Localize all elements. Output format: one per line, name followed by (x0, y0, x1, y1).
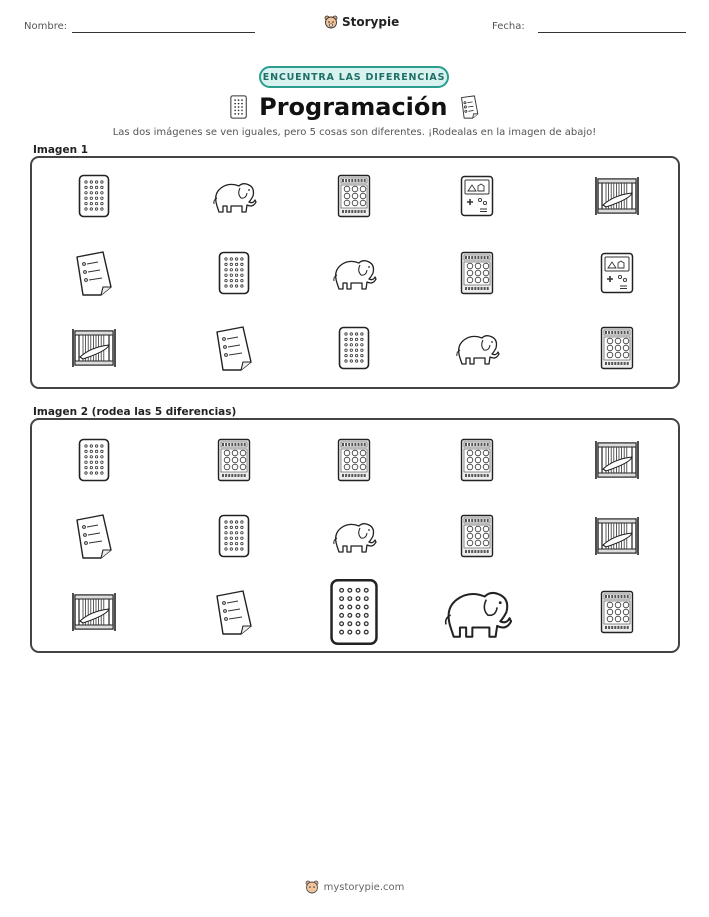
pegboard-icon (218, 251, 250, 295)
footer-site: mystorypie.com (323, 881, 405, 893)
checklist-icon (73, 249, 115, 297)
keypad-icon (460, 251, 494, 295)
image1-panel (30, 156, 680, 389)
title-row (230, 90, 480, 124)
bear-icon (324, 15, 338, 29)
checklist-icon (459, 93, 480, 121)
loom-icon (594, 175, 640, 217)
keypad-icon (337, 174, 371, 218)
pegboard-icon (78, 174, 110, 218)
brand-name: Storypie (342, 15, 400, 29)
loom-icon (71, 591, 117, 633)
gameboy-icon (460, 175, 494, 217)
keypad-icon (460, 514, 494, 558)
elephant-icon (329, 516, 379, 556)
image2-label: Imagen 2 (rodea las 5 diferencias) (33, 406, 237, 418)
pegboard-icon (230, 93, 247, 121)
keypad-icon (460, 438, 494, 482)
elephant-icon (329, 253, 379, 293)
page-title: Programación (259, 93, 448, 121)
date-field[interactable] (538, 32, 686, 33)
pegboard-icon (338, 326, 370, 370)
date-label: Fecha: (492, 21, 525, 32)
pegboard-icon (218, 514, 250, 558)
elephant-icon (438, 581, 516, 643)
name-field[interactable] (72, 32, 255, 33)
checklist-icon (213, 588, 255, 636)
gameboy-icon (600, 252, 634, 294)
loom-icon (594, 515, 640, 557)
image1-label: Imagen 1 (33, 144, 89, 156)
pegboard-icon (78, 438, 110, 482)
image2-panel[interactable] (30, 418, 680, 653)
brand-logo (324, 15, 399, 29)
name-label: Nombre: (24, 21, 68, 32)
keypad-icon (600, 326, 634, 370)
checklist-icon (213, 324, 255, 372)
loom-icon (71, 327, 117, 369)
activity-badge: ENCUENTRA LAS DIFERENCIAS (259, 66, 449, 88)
keypad-icon (600, 590, 634, 634)
footer (0, 880, 709, 894)
checklist-icon (73, 512, 115, 560)
keypad-icon (217, 438, 251, 482)
loom-icon (594, 439, 640, 481)
bear-icon (305, 880, 319, 894)
instructions-text: Las dos imágenes se ven iguales, pero 5 cosas son diferentes. ¡Rodealas en la imagen de abajo! (112, 127, 597, 138)
pegboard-icon (329, 578, 379, 646)
elephant-icon (209, 176, 259, 216)
elephant-icon (452, 328, 502, 368)
keypad-icon (337, 438, 371, 482)
